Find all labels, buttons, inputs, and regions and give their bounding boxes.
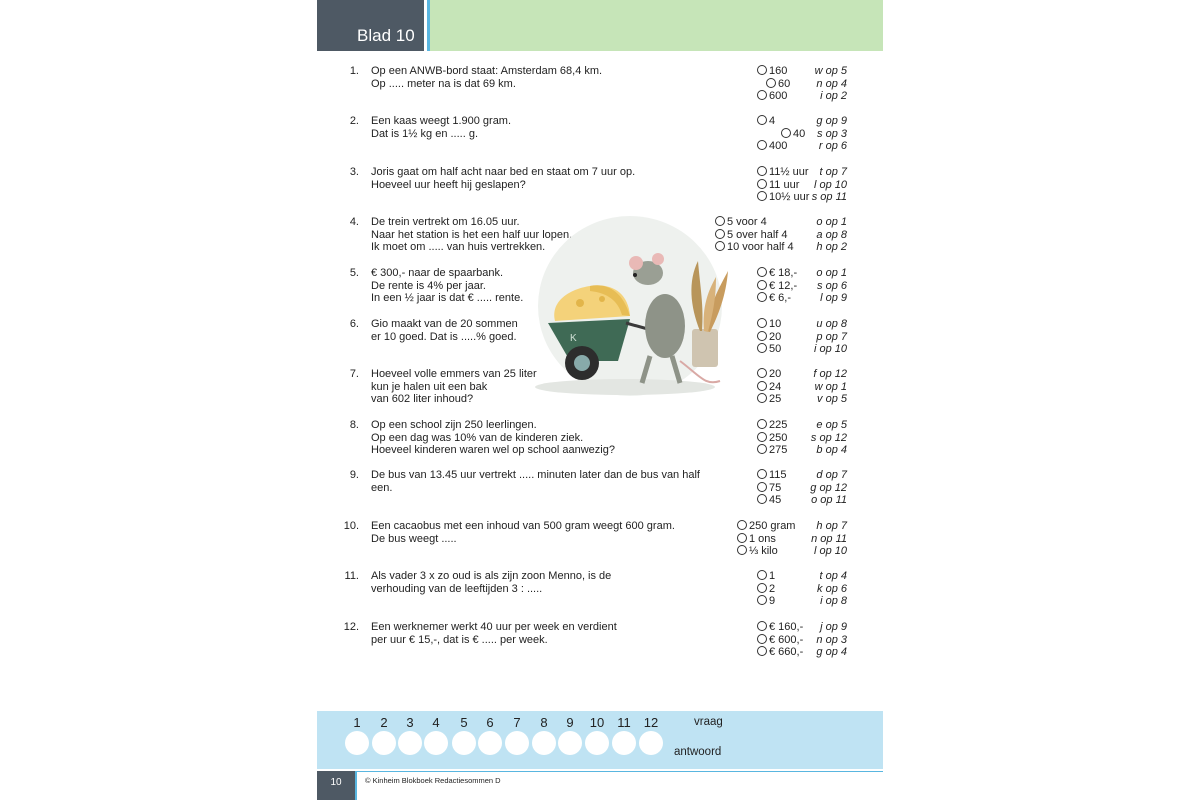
question-line: Gio maakt van de 20 sommen [371, 318, 518, 330]
radio-button-icon[interactable] [757, 368, 767, 378]
option-code: w op 5 [814, 65, 847, 77]
option-label: € 600,- [769, 633, 804, 646]
option-label: 25 [769, 393, 782, 406]
option-code: g op 12 [810, 481, 847, 494]
answer-option[interactable] [757, 583, 775, 596]
question-line: Op ..... meter na is dat 69 km. [371, 77, 516, 90]
radio-button-icon[interactable] [757, 646, 767, 656]
question-line: Hoeveel volle emmers van 25 liter [371, 368, 537, 380]
question-text [371, 115, 711, 140]
radio-button-icon[interactable] [757, 90, 767, 100]
answer-circle[interactable] [345, 731, 369, 755]
answer-grid-number: 1 [353, 715, 361, 730]
option-label: 600 [769, 90, 788, 103]
option-code: w op 1 [814, 380, 847, 393]
option-code: i op 8 [820, 595, 847, 608]
radio-button-icon[interactable] [757, 444, 767, 454]
question-line: € 300,- naar de spaarbank. [371, 267, 504, 279]
answer-circle[interactable] [398, 731, 422, 755]
radio-button-icon[interactable] [757, 267, 767, 277]
option-label: 50 [769, 343, 782, 356]
answer-grid-number: 2 [380, 715, 388, 730]
option-code: n op 4 [816, 77, 847, 90]
option-label: 4 [769, 115, 776, 127]
answer-option[interactable] [757, 432, 787, 445]
answer-grid-number: 10 [589, 715, 605, 730]
question-text [371, 166, 711, 191]
question-number: 8. [349, 419, 359, 431]
answer-circle[interactable] [372, 731, 396, 755]
answer-circle[interactable] [505, 731, 529, 755]
option-label: 225 [769, 419, 788, 431]
option-code: p op 7 [816, 330, 847, 343]
question-number: 12. [343, 621, 359, 633]
answer-circle[interactable] [612, 731, 636, 755]
radio-button-icon[interactable] [757, 432, 767, 442]
radio-button-icon[interactable] [766, 78, 776, 88]
option-code: s op 11 [811, 191, 847, 204]
question-text [371, 419, 711, 457]
question-text [371, 469, 711, 494]
question-number: 2. [349, 115, 359, 127]
radio-button-icon[interactable] [757, 570, 767, 580]
radio-button-icon[interactable] [757, 179, 767, 189]
option-label: 11½ uur [769, 166, 809, 178]
question-line: Op een ANWB-bord staat: Amsterdam 68,4 km. [371, 65, 603, 77]
option-code: v op 5 [817, 393, 847, 406]
option-code: i op 10 [813, 343, 847, 356]
answer-grid-number: 12 [643, 715, 659, 730]
option-code: l op 10 [813, 545, 847, 558]
option-label: 5 voor 4 [727, 216, 767, 228]
option-code: s op 3 [817, 127, 847, 140]
option-label: € 160,- [769, 621, 804, 633]
option-label: 250 gram [749, 520, 796, 532]
question-line: De bus van 13.45 uur vertrekt ..... minuten later dan de bus van half een. [371, 469, 700, 494]
radio-button-icon[interactable] [757, 634, 767, 644]
answer-option[interactable] [757, 469, 787, 482]
option-code: j op 9 [820, 621, 847, 633]
answer-option[interactable] [757, 444, 787, 457]
header-accent-line [427, 0, 430, 51]
option-code: a op 8 [816, 228, 847, 241]
answer-grid-number: 3 [406, 715, 414, 730]
radio-button-icon[interactable] [757, 292, 767, 302]
question-line: Op een school zijn 250 leerlingen. [371, 419, 537, 431]
radio-button-icon[interactable] [757, 115, 767, 125]
option-code: s op 12 [810, 431, 847, 444]
option-code: u op 8 [816, 318, 847, 330]
answer-option[interactable] [757, 368, 781, 381]
option-label: 9 [769, 595, 776, 608]
option-label: 10½ uur [769, 191, 810, 204]
svg-text:K: K [570, 333, 577, 344]
question-line: Als vader 3 x zo oud is als zijn zoon Menno, is de [371, 570, 612, 582]
option-code: h op 2 [816, 241, 847, 254]
option-label: € 18,- [769, 267, 798, 279]
answer-grid-number: 5 [460, 715, 468, 730]
option-label: 1 ons [749, 532, 776, 545]
answer-option[interactable] [757, 65, 787, 78]
option-code: t op 4 [819, 570, 847, 582]
question-number: 5. [349, 267, 359, 279]
option-label: € 6,- [769, 292, 792, 305]
option-label: 400 [769, 140, 788, 153]
question-line: Dat is 1½ kg en ..... g. [371, 127, 478, 140]
option-label: € 12,- [769, 279, 798, 292]
radio-button-icon[interactable] [757, 482, 767, 492]
question-text [371, 570, 711, 595]
answer-option[interactable] [757, 115, 775, 128]
option-code: h op 7 [816, 520, 847, 532]
answer-circle[interactable] [585, 731, 609, 755]
answer-circle[interactable] [532, 731, 556, 755]
answer-grid-number: 11 [617, 715, 631, 730]
radio-button-icon[interactable] [757, 140, 767, 150]
answer-option[interactable] [757, 419, 787, 432]
option-code: i op 2 [820, 90, 847, 103]
radio-button-icon[interactable] [757, 331, 767, 341]
question-number: 7. [349, 368, 359, 380]
answer-option[interactable] [757, 331, 781, 344]
option-label: 24 [769, 380, 782, 393]
option-code: k op 6 [817, 582, 847, 595]
option-code: l op 9 [820, 292, 847, 305]
question-number: 9. [349, 469, 359, 481]
option-code: o op 1 [816, 267, 847, 279]
vraag-label: vraag [694, 716, 723, 728]
answer-grid [317, 711, 883, 769]
question-text [371, 520, 711, 545]
option-code: g op 9 [816, 115, 847, 127]
question-line: De rente is 4% per jaar. [371, 279, 486, 292]
answer-circle[interactable] [639, 731, 663, 755]
option-code: r op 6 [818, 140, 847, 153]
option-label: 1 [769, 570, 776, 582]
answer-circle[interactable] [424, 731, 448, 755]
question-number: 1. [349, 65, 359, 77]
radio-button-icon[interactable] [737, 533, 747, 543]
radio-button-icon[interactable] [737, 520, 747, 530]
answer-grid-number: 8 [540, 715, 548, 730]
radio-button-icon[interactable] [757, 595, 767, 605]
radio-button-icon[interactable] [757, 343, 767, 353]
question-text [371, 65, 711, 90]
question-line: van 602 liter inhoud? [371, 393, 474, 406]
radio-button-icon[interactable] [757, 419, 767, 429]
answer-option[interactable] [737, 545, 778, 558]
option-code: o op 11 [811, 494, 847, 507]
option-label: 250 [769, 431, 788, 444]
answer-option[interactable] [757, 393, 781, 406]
question-line: Een kaas weegt 1.900 gram. [371, 115, 512, 127]
question-line: Joris gaat om half acht naar bed en staat om 7 uur op. [371, 166, 636, 178]
option-label: 45 [769, 494, 782, 507]
option-code: t op 7 [819, 166, 847, 178]
answer-option[interactable] [757, 381, 781, 394]
question-line: Op een dag was 10% van de kinderen ziek. [371, 431, 584, 444]
radio-button-icon[interactable] [757, 191, 767, 201]
answer-option[interactable] [757, 570, 775, 583]
question-line: per uur € 15,-, dat is € ..... per week. [371, 633, 548, 646]
radio-button-icon[interactable] [757, 494, 767, 504]
answer-grid-number: 7 [513, 715, 521, 730]
answer-option[interactable] [757, 482, 781, 495]
question-line: De trein vertrekt om 16.05 uur. [371, 216, 520, 228]
copyright-text: © Kinheim Blokboek Redactiesommen D [365, 776, 501, 785]
question-line: verhouding van de leeftijden 3 : ..... [371, 582, 543, 595]
radio-button-icon[interactable] [757, 381, 767, 391]
question-line: Een cacaobus met een inhoud van 500 gram weegt 600 gram. [371, 520, 675, 532]
footer-accent [355, 771, 357, 800]
question-line: kun je halen uit een bak [371, 380, 488, 393]
answer-option[interactable] [757, 318, 781, 331]
radio-button-icon[interactable] [757, 166, 767, 176]
question-line: In een ½ jaar is dat € ..... rente. [371, 292, 524, 305]
option-code: f op 12 [813, 368, 847, 380]
answer-option[interactable] [757, 494, 781, 507]
option-label: 160 [769, 65, 788, 77]
question-text [371, 621, 711, 646]
question-line: Hoeveel uur heeft hij geslapen? [371, 178, 526, 191]
page-title: Blad 10 [357, 26, 415, 45]
answer-option[interactable] [757, 90, 787, 103]
answer-grid-number: 9 [566, 715, 574, 730]
option-label: 5 over half 4 [727, 228, 788, 241]
option-label: 2 [769, 582, 776, 595]
option-code: b op 4 [816, 444, 847, 457]
option-label: 275 [769, 444, 788, 457]
option-code: d op 7 [816, 469, 847, 481]
radio-button-icon[interactable] [757, 583, 767, 593]
answer-grid-number: 6 [486, 715, 494, 730]
page-number: 10 [330, 777, 342, 788]
option-label: € 660,- [769, 646, 804, 659]
footer-line [357, 771, 883, 772]
radio-button-icon[interactable] [757, 621, 767, 631]
option-label: 10 voor half 4 [727, 241, 794, 254]
radio-button-icon[interactable] [757, 65, 767, 75]
page-footer [317, 771, 883, 800]
option-code: n op 11 [811, 532, 847, 545]
question-line: Naar het station is het een half uur lopen. [371, 228, 573, 241]
answer-option[interactable] [757, 595, 775, 608]
answer-circle[interactable] [478, 731, 502, 755]
radio-button-icon[interactable] [737, 545, 747, 555]
question-number: 6. [349, 318, 359, 330]
option-label: 20 [769, 330, 782, 343]
option-label: 20 [769, 368, 782, 380]
question-number: 11. [344, 570, 359, 582]
option-code: s op 6 [817, 279, 847, 292]
answer-option[interactable] [737, 533, 776, 546]
radio-button-icon[interactable] [757, 280, 767, 290]
option-label: 60 [778, 77, 791, 90]
radio-button-icon[interactable] [757, 318, 767, 328]
question-line: er 10 goed. Dat is .....% goed. [371, 330, 517, 343]
option-label: 11 uur [769, 178, 800, 191]
answer-grid-number: 4 [432, 715, 440, 730]
option-label: 10 [769, 318, 782, 330]
option-label: 40 [793, 127, 806, 140]
answer-option[interactable] [757, 292, 791, 305]
option-code: l op 10 [813, 178, 847, 191]
option-code: n op 3 [816, 633, 847, 646]
answer-option[interactable] [757, 140, 787, 153]
option-label: 115 [769, 469, 787, 481]
answer-circle[interactable] [452, 731, 476, 755]
answer-option[interactable] [757, 343, 781, 356]
option-code: o op 1 [816, 216, 847, 228]
question-number: 4. [349, 216, 359, 228]
question-number: 3. [349, 166, 359, 178]
question-line: Hoeveel kinderen waren wel op school aanwezig? [371, 444, 615, 457]
radio-button-icon[interactable] [757, 393, 767, 403]
answer-circle[interactable] [558, 731, 582, 755]
header-green-band [425, 0, 883, 51]
mouse-wheelbarrow-illustration [530, 211, 730, 396]
option-label: ⅓ kilo [749, 545, 778, 558]
option-code: g op 4 [816, 646, 847, 659]
question-line: Ik moet om ..... van huis vertrekken. [371, 241, 546, 254]
worksheet-page [317, 0, 883, 800]
option-code: e op 5 [816, 419, 847, 431]
antwoord-label: antwoord [674, 746, 722, 758]
question-line: Een werknemer werkt 40 uur per week en verdient [371, 621, 617, 633]
radio-button-icon[interactable] [757, 469, 767, 479]
option-label: 75 [769, 481, 782, 494]
question-number: 10. [343, 520, 359, 532]
question-line: De bus weegt ..... [371, 532, 457, 545]
